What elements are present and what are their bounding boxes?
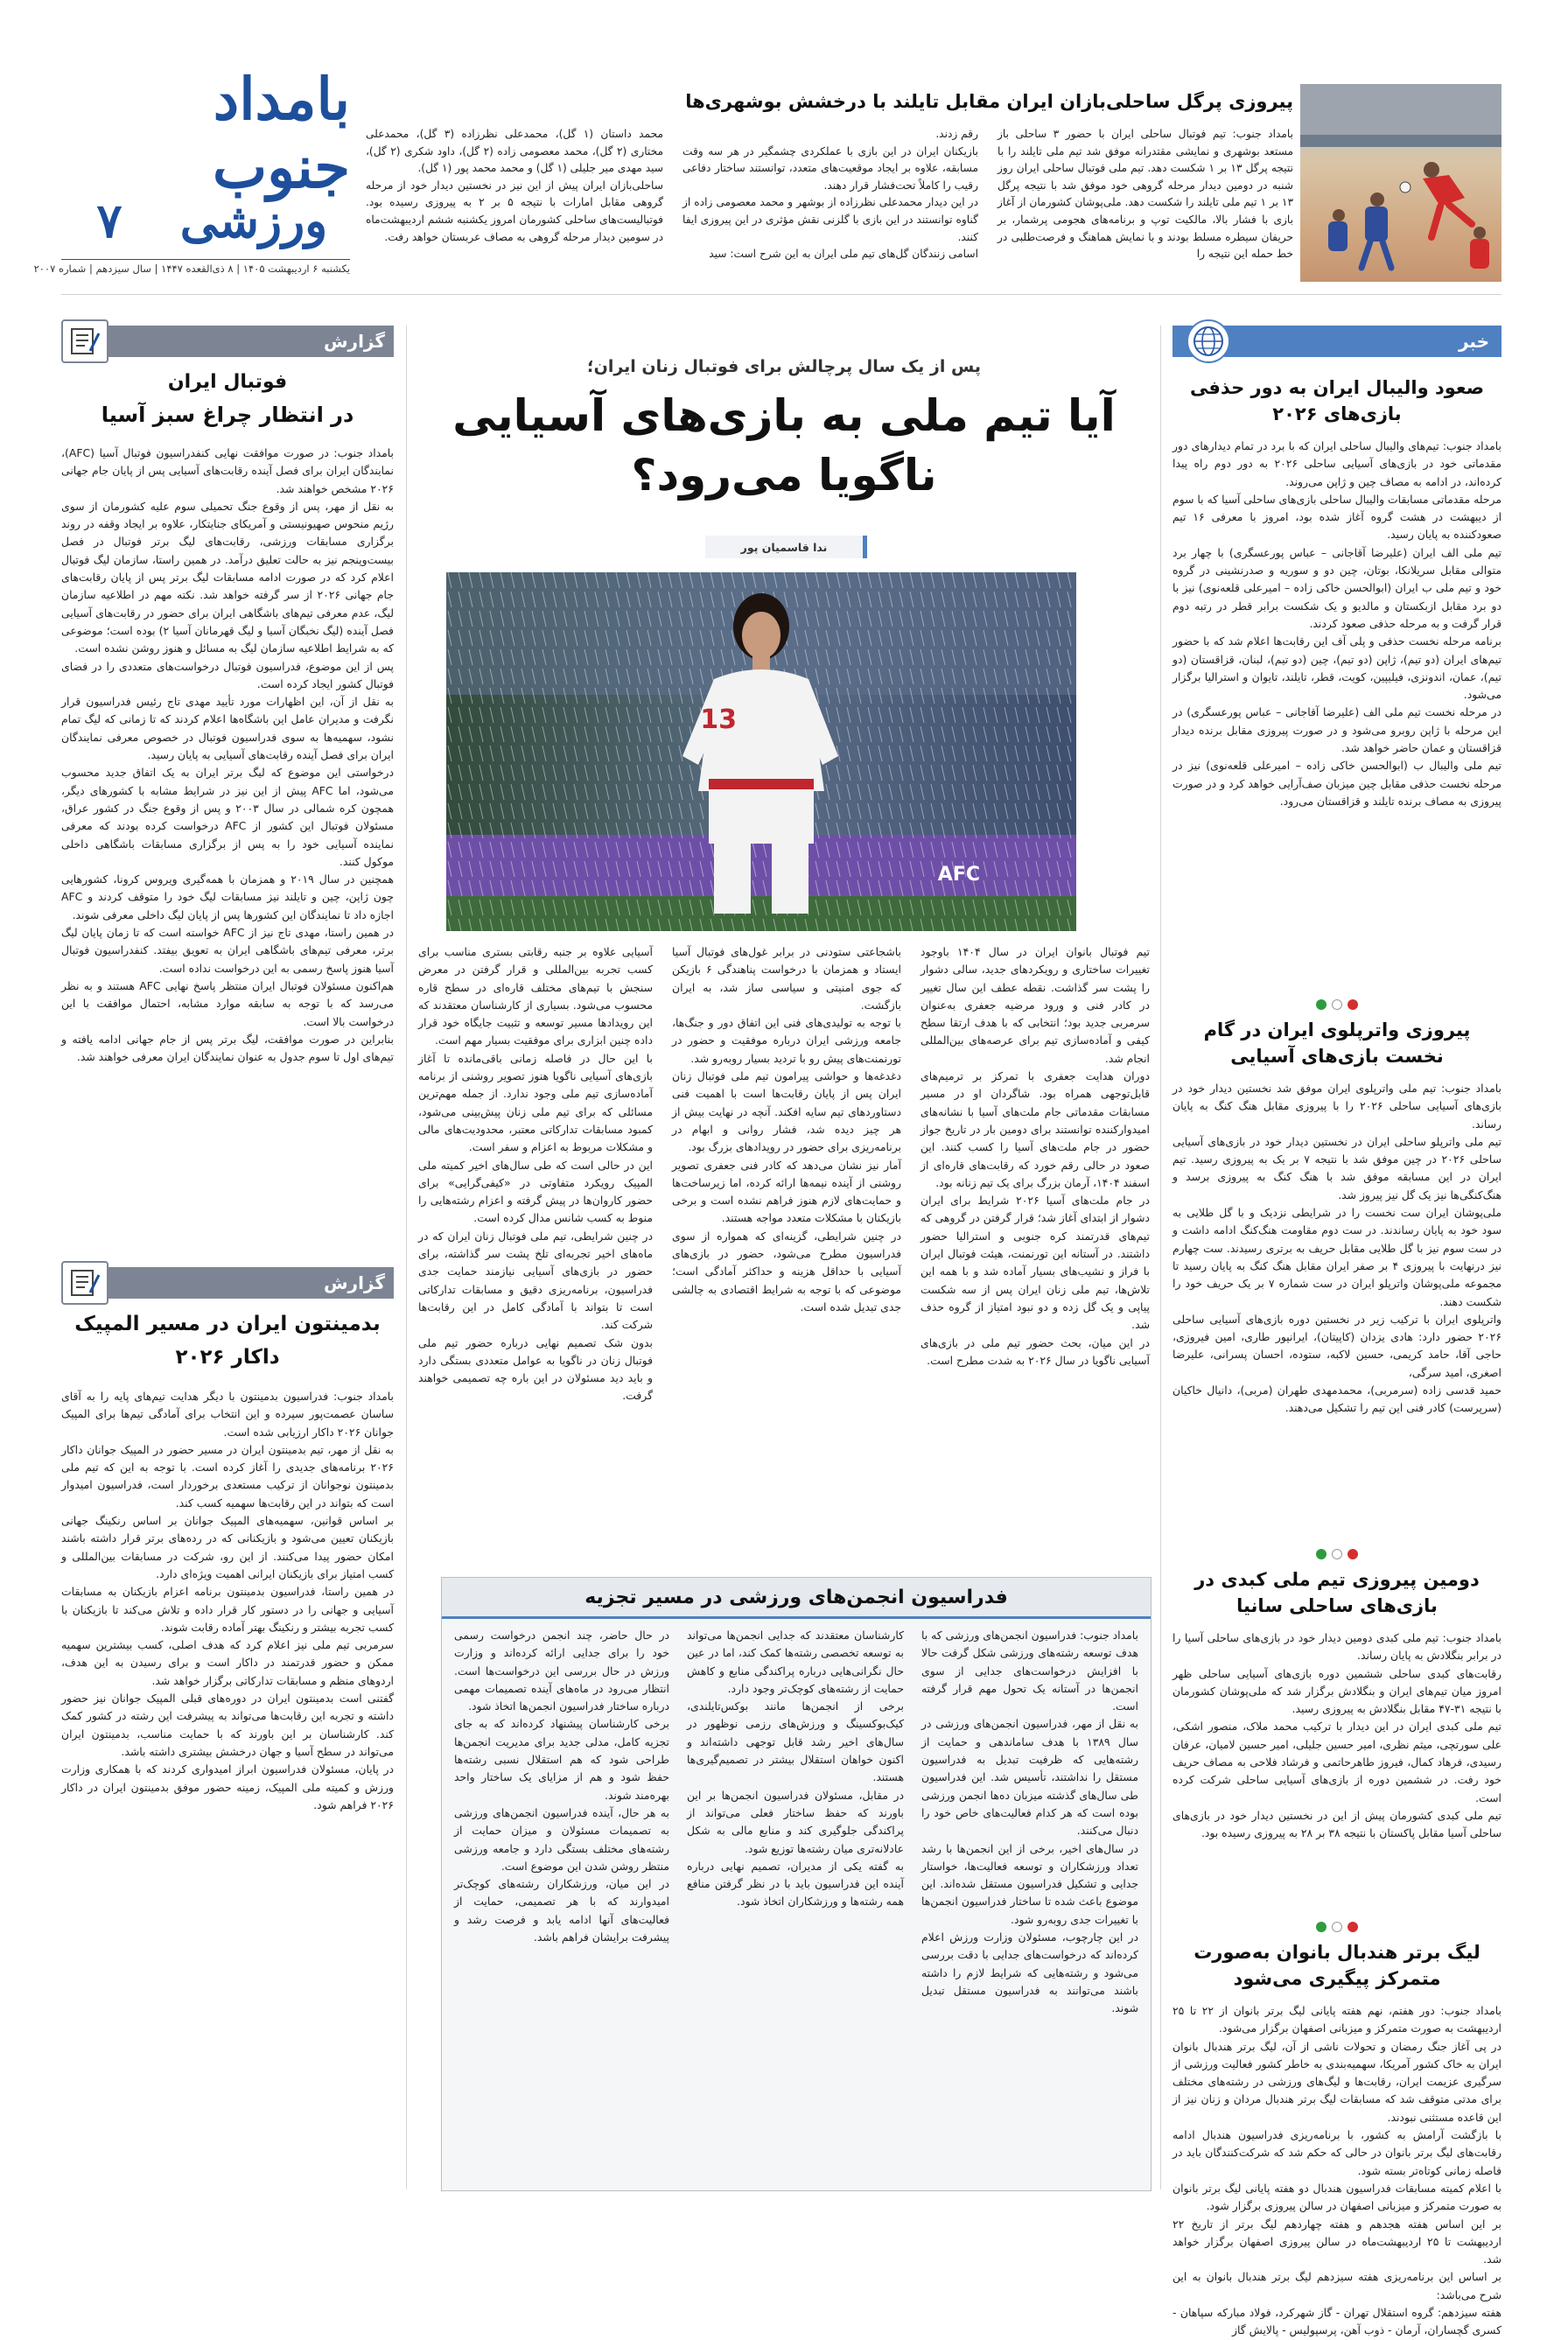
masthead-section-title: ورزشی [179,193,328,249]
jersey-number: 13 [700,704,737,735]
feature-photo [446,572,1076,931]
news-1-body: بامداد جنوب: تیم‌های والیبال ساحلی ایران که با برد در تمام دیدارهای دور مقدماتی خود در بازی‌های آسیایی ساحلی ۲۰۲۶ به دور دوم راه پیدا کرده‌اند، در ادامه به مصاف چین و ژاپن می‌روند. مرحله مقدماتی مسابقات والیبال ساحلی بازی‌های ساحلی آسیا که با سوم از دیبهشت در هشت گروه آغاز شده بود، امروز با معرفی ۱۶ تیم صعودکننده به پایان رسید. تیم ملی الف ایران (علیرضا آقاجانی – عباس پورعسگری) با چهار برد متوالی مقابل سریلانکا، بوتان، چین دو و سوریه و صدرنشینی در گروه خود و تیم ملی ب ایران (ابوالحسن خاکی زاده – امیرعلی قلعه‌نوی) نیز با دو برد مقابل ازبکستان و مالدیو و یک شکست برابر قطر در رتبه دوم قرار گرفت و به مرحله حذفی صعود کردند. برنامه مرحله نخست حذفی و پلی آف این رقابت‌ها اعلام شد که با حضور تیم‌های ایران (دو تیم)، ژاپن (دو تیم)، چین (دو تیم)، لبنان، قزاقستان (دو تیم)، عمان، اندونزی، فیلیپین، کویت، قطر، تایلند، تایوان و استرالیا برگزار می‌شود. در مرحله نخست تیم ملی الف (علیرضا آقاجانی – عباس پورعسگری) در این مرحله با ژاپن روبرو می‌شود و در صورت پیروزی مقابل برنده دیدار قزاقستان و عمان حاضر خواهد شد. تیم ملی والیبال ب (ابوالحسن خاکی زاده – امیرعلی قلعه‌نوی) نیز در مرحله نخست حذفی مقابل چین میزبان صف‌آرایی خواهد کرد و در صورت پیروزی به مصاف برنده تایلند و قزاقستان می‌رود. [1172,439,1502,808]
separator-dots-1 [1172,999,1502,1010]
top-story-headline: پیروزی پرگل ساحلی‌بازان ایران مقابل تایلند با درخشش بوشهری‌ها [685,91,1293,112]
top-story-col2: رقم زدند. بازیکنان ایران در این بازی با عملکردی چشمگیر در هر سه وقت مسابقه، علاوه بر ایجاد موقعیت‌های متعدد، توانستند ساختار دفاعی رقیب را کاملاً تحت‌فشار قرار دهند. در این دیدار محمدعلی نظرزاده از بوشهر و محمد معصومی زاده از گناوه توانستند در این بازی با گلزنی نقش مؤثری در این پیروزی ایفا کنند. اسامی زنندگان گل‌های تیم ملی ایران به این شرح است: سید [682,128,978,261]
top-story [366,84,1293,282]
report-icon [61,319,108,363]
ad-board-text: AFC [937,864,980,886]
feature-headline-line2: ناگویا می‌رود؟ [631,450,937,501]
news-4-body: بامداد جنوب: دور هفتم، نهم هفته پایانی لیگ برتر بانوان از ۲۲ تا ۲۵ اردیبهشت به صورت متمرکز و میزبانی اصفهان برگزار می‌شود. در پی آغاز جنگ رمضان و تحولات ناشی از آن، لیگ برتر هندبال بانوان ایران به خاک کشور آمریکا، سهمیه‌بندی به خاطر کشور فعالیت ورزشی از سرگیری عزیمت ایران، رقابت‌ها و لیگ‌های ورزشی در رشته‌های مختلف برای مدتی متوقف شد که مسابقات لیگ برتر هندبال مردان و زنان نیز از این قاعده مستثنی نبودند. با بازگشت آرامش به کشور، با برنامه‌ریزی فدراسیون هندبال ادامه رقابت‌های لیگ برتر بانوان در حالی که حکم شد که شرکت‌کنندگان باید در فاصله زمانی کوتاه‌تر بسته شود. با اعلام کمیته مسابقات فدراسیون هندبال دو هفته پایانی لیگ برتر بانوان به صورت متمرکز و میزبانی اصفهان در سالن پیروزی برگزار شود. بر این اساس هفته هجدهم و هفته چهاردهم لیگ برتر از تاریخ ۲۲ اردیبهشت تا ۲۵ اردیبهشت‌ماه در سالن پیروزی اصفهان برگزار خواهد شد. بر اساس این برنامه‌ریزی هفته سیزدهم لیگ برتر هندبال بانوان به این شرح می‌باشد: هفته سیزدهم: گروه استقلال تهران - گاز شهرکرد، فولاد مبارکه سپاهان - کسری گچساران، آرمان - ذوب آهن، پرسپولیس - پالایش گاز [1172,2004,1502,2337]
feature-col1: تیم فوتبال بانوان ایران در سال ۱۴۰۴ باوجود تغییرات ساختاری و رویکردهای جدید، سالی دشوار را پشت سر گذاشت. نقطه عطف این سال تغییر در کادر فنی و ورود مرضیه جعفری به‌عنوان سرمربی جدید بود؛ انتخابی که با هدف ارتقا سطح کیفی و آماده‌سازی تیم برای عرصه‌های بین‌المللی انجام شد. دوران هدایت جعفری با تمرکز بر ترمیم‌های قابل‌توجهی همراه بود. شاگردان او در مسیر مسابقات مقدماتی جام ملت‌های آسیا با نشانه‌های امیدوارکننده توانستند برای دومین بار در تاریخ جواز حضور در جام ملت‌های آسیا را کسب کنند. این صعود در حالی رقم خورد که رقابت‌های قاره‌ای از اسفند ۱۴۰۴، آرمان بزرگ برای یک تیم زنانه بود. در جام ملت‌های آسیا ۲۰۲۶ شرایط برای ایران دشوار از ابتدای آغاز شد؛ قرار گرفتن در گروهی که تیم‌های قدرتمند کره جنوبی و استرالیا حضور داشتند. در آستانه این تورنمنت، هیئت فوتبال ایران با فراز و نشیب‌های بسیار آماده شد و با همه این تلاش‌ها، تیم ملی زنان ایران پس از سه شکست پیاپی و یک گل زده و دو نبود امتیاز از گروه حذف شد. در این میان، بحث حضور تیم ملی در بازی‌های آسیایی ناگویا در سال ۲۰۲۶ به شدت مطرح است. [920,945,1150,1367]
box-col3: در حال حاضر، چند انجمن درخواست رسمی خود را برای جدایی ارائه کرده‌اند و وزارت ورزش در حال بررسی این درخواست‌ها است. انتظار می‌رود در ماه‌های آینده تصمیمات مهمی درباره ساختار فدراسیون انجمن‌ها اتخاذ شود. برخی کارشناسان پیشنهاد کرده‌اند که به جای تجزیه کامل، مدلی جدید برای مدیریت انجمن‌ها طراحی شود که هم استقلال نسبی رشته‌ها حفظ شود و هم از مزایای یک ساختار واحد بهره‌مند شوند. به هر حال، آینده فدراسیون انجمن‌های ورزشی به تصمیمات مسئولان و میزان حمایت از رشته‌های مختلف بستگی دارد و جامعه ورزشی منتظر روشن شدن این موضوع است. در این میان، ورزشکاران رشته‌های کوچک‌تر امیدوارند که با هر تصمیمی، حمایت از فعالیت‌های آنها ادامه یابد و فرصت رشد و پیشرفت برایشان فراهم باشد. [454,1629,669,1944]
masthead [33,65,350,282]
column-divider-left [406,326,407,2189]
top-story-col1: بامداد جنوب: تیم فوتبال ساحلی ایران با حضور ۳ ساحلی باز مستعد بوشهری و نمایشی مقتدرانه موفق شد تیم ملی تایلند را با نتیجه پرگل ۱۳ بر ۱ شکست دهد. تیم ملی فوتبال ساحلی ایران روز شنبه در دومین دیدار مرحله گروهی خود موفق شد با نتیجه پرگل ۱۳ بر ۱ تیم ملی تایلند را شکست دهد. ملی‌پوشان کشورمان از آغاز بازی با فشار بالا، مالکیت توپ و برنامه‌های هجومی پرشمار، بر حریفان سیطره مسلط بودند و با نمایش هماهنگ و فرصت‌طلبی در خط حمله این نتیجه را [998,128,1293,261]
news-4-headline: لیگ برتر هندبال بانوان به‌صورت متمرکز پیگیری می‌شود [1194,1942,1480,1989]
masthead-logo: بامداد جنوب [213,65,350,201]
news-3-body: بامداد جنوب: تیم ملی کبدی دومین دیدار خود در بازی‌های ساحلی آسیا را در برابر بنگلادش به پایان رساند. رقابت‌های کبدی ساحلی ششمین دوره بازی‌های آسیایی ساحلی ظهر امروز میان تیم‌های ایران و بنگلادش برگزار شد که ملی‌پوشان کشورمان با نتیجه ۳۱-۴۷ مقابل بنگلادش به پیروزی رسید. تیم ملی کبدی ایران در این دیدار با ترکیب محمد ملاک، منصور اشکی، علی سورتچی، میثم نظری، امیر حسین جلیلی، امیر حسین لامیان، عرفان رسیدی، فرهاد کمال، فیروز طاهرحاتمی و فرشاد فلاحی به مصاف حریف خود رفت. در ششمین دوره از بازی‌های آسیایی ساحلی شرکت کرده است. تیم ملی کبدی کشورمان پیش از این در نخستین دیدار خود در بازی‌های ساحلی آسیا مقابل پاکستان با نتیجه ۳۸ بر ۲۸ به پیروزی رسیده بود. [1172,1631,1502,1840]
separator-dots-2 [1172,1549,1502,1559]
masthead-divider [61,294,1502,295]
box-col1: بامداد جنوب: فدراسیون انجمن‌های ورزشی که با هدف توسعه رشته‌های ورزشی شکل گرفت حالا با افزایش درخواست‌های جدایی از سوی انجمن‌ها در آستانه یک تحول مهم قرار گرفته است. به نقل از مهر، فدراسیون انجمن‌های ورزشی در سال ۱۳۸۹ با هدف ساماندهی و حمایت از رشته‌هایی که ظرفیت تبدیل به فدراسیون مستقل را نداشتند، تأسیس شد. این فدراسیون طی سال‌های گذشته میزبان ده‌ها انجمن ورزشی بوده است که هر کدام فعالیت‌های خاص خود را دنبال می‌کنند. در سال‌های اخیر، برخی از این انجمن‌ها با رشد تعداد ورزشکاران و توسعه فعالیت‌ها، خواستار جدایی و تشکیل فدراسیون مستقل شده‌اند. این موضوع باعث شده تا ساختار فدراسیون انجمن‌ها با تغییرات جدی روبه‌رو شود. در این چارچوب، مسئولان وزارت ورزش اعلام کرده‌اند که درخواست‌های جدایی با دقت بررسی می‌شود و رشته‌هایی که شرایط لازم را داشته باشند می‌توانند به فدراسیون مستقل تبدیل شوند. [921,1629,1138,2015]
box-article-header [442,1578,1151,1619]
feature-kicker: پس از یک سال پرچالش برای فوتبال زنان ایران؛ [587,357,981,376]
news-2-headline: پیروزی واترپلوی ایران در گام نخست بازی‌های آسیایی [1203,1019,1471,1067]
feature-byline [705,536,867,558]
dateline: یکشنبه ۶ اردیبهشت ۱۴۰۵ | ۸ ذی‌القعده ۱۴۴۷ | سال سیزدهم | شماره ۲۰۰۷ [61,259,350,282]
report-1-headline-line1: فوتبال ایران [167,371,288,393]
report-section-strip-2 [61,1267,394,1299]
report-2-headline-line1: بدمینتون ایران در مسیر المپیک [74,1313,381,1335]
news-3-headline: دومین پیروزی تیم ملی کبدی در بازی‌های ساحلی سانیا [1194,1569,1480,1616]
report-icon-2 [61,1261,108,1305]
feature-article [418,326,1150,1568]
report-section-strip-1 [61,326,394,357]
news-section-strip [1172,326,1502,357]
box-article-headline: فدراسیون انجمن‌های ورزشی در مسیر تجزیه [584,1586,1008,1608]
separator-dots-3 [1172,1922,1502,1932]
feature-byline-text: ندا قاسمیان پور [740,540,828,554]
box-col2: کارشناسان معتقدند که جدایی انجمن‌ها می‌تواند به توسعه تخصصی رشته‌ها کمک کند، اما در عین حال نگرانی‌هایی درباره پراکندگی منابع و کاهش حمایت از رشته‌های کوچک‌تر وجود دارد. برخی از انجمن‌ها مانند بوکس‌تایلندی، کیک‌بوکسینگ و ورزش‌های رزمی نوظهور در سال‌های اخیر رشد قابل توجهی داشته‌اند و اکنون خواهان استقلال بیشتر در تصمیم‌گیری‌ها هستند. در مقابل، مسئولان فدراسیون انجمن‌ها بر این باورند که حفظ ساختار فعلی می‌تواند از پراکندگی جلوگیری کند و منابع مالی به شکل عادلانه‌تری میان رشته‌ها توزیع شود. به گفته یکی از مدیران، تصمیم نهایی درباره آینده این فدراسیون باید با در نظر گرفتن منافع همه رشته‌ها و ورزشکاران اتخاذ شود. [687,1629,904,1909]
top-story-col3: محمد داستان (۱ گل)، محمدعلی نظرزاده (۳ گل)، محمدعلی مختاری (۲ گل)، محمد معصومی زاده (۲ گل)، داود شکری (۲ گل)، سید مهدی میر جلیلی (۱ گل) و محمد محمد پور (۱ گل). ساحلی‌بازان ایران پیش از این نیز در نخستین دیدار خود از مرحله گروهی مقابل امارات با نتیجه ۵ بر ۲ به پیروزی رسیده بود. فوتبالیست‌های ساحلی کشورمان امروز یکشنبه ششم اردیبهشت‌ماه در سومین دیدار مرحله گروهی به مصاف عربستان خواهد رفت. [366,128,663,243]
box-article [441,1577,1152,2191]
report-2-headline-line2: داکار ۲۰۲۶ [175,1346,280,1369]
news-column [1172,326,1502,2337]
globe-icon [1186,319,1230,363]
news-2-body: بامداد جنوب: تیم ملی واترپلوی ایران موفق شد نخستین دیدار خود در بازی‌های آسیایی ساحلی ۲۰۲۶ را با پیروزی مقابل هنگ کنگ به پایان رساند. تیم ملی واترپلو ساحلی ایران در نخستین دیدار خود در بازی‌های آسیایی ساحلی ۲۰۲۶ در چین موفق شد با نتیجه ۷ بر یک به پیروزی رسید. تیم ایران در این مسابقه موفق شد با هنگ کنگ به پیروزی برسد و هنگ‌کنگی‌ها نیز یک گل نیز پیروز شد. ملی‌پوشان ایران ست نخست را در شرایطی نزدیک و با گل طلایی به سود خود به پایان رساندند. در ست دوم مقاومت هنگ‌کنگ ادامه داشت و در ست سوم نیز با گل طلایی مقابل حریف به برتری رسیدند. ست چهارم نیز درنهایت با پیروزی ۴ بر صفر ایران مقابل هنگ کنگ به پایان رسید تا مجموعه ملی‌پوشان واترپلو ایران در ست شماره ۷ بر یک حریف خود را شکست دهند. واترپلوی ایران با ترکیب زیر در نخستین دوره بازی‌های آسیایی ساحلی ۲۰۲۶ حضور دارد: هادی یزدان (کاپیتان)، ایرانپور طاری، امین فیروزی، حاجی آقا، حامد کریمی، حسین لاکبه، ستوده، احسان پسرانی، علیرضا اصغری، امید سرگی، حمید قدسی زاده (سرمربی)، محمدمهدی طهران (مربی)، دانیال خاکیان (سرپرست) کادر فنی این تیم را تشکیل می‌دهند. [1172,1082,1502,1415]
feature-headline-line1: آیا تیم ملی به بازی‌های آسیایی [452,390,1116,441]
news-1-headline: صعود والیبال ایران به دور حذفی بازی‌های ۲۰۲۶ [1189,377,1485,424]
feature-col3: آسیایی علاوه بر جنبه رقابتی بستری مناسب برای کسب تجربه بین‌المللی و قرار گرفتن در معرض سنجش با تیم‌های مختلف قاره‌ای در سطح قاره محسوب می‌شود. بسیاری از کارشناسان معتقدند که این رویدادها مسیر توسعه و تثبیت جایگاه خود قرار داده چنین ابزاری برای موفقیت بسیار مهم است. با این حال در فاصله زمانی باقی‌مانده تا آغاز بازی‌های آسیایی ناگویا هنوز تصویر روشنی از برنامه آماده‌سازی تیم ملی وجود ندارد. از جمله مهم‌ترین مسائلی که برای تیم ملی زنان پیش‌بینی می‌شود، کمبود مسابقات تدارکاتی معتبر، محدودیت‌های مالی و مشکلات مربوط به اعزام و سفر است. این در حالی است که طی سال‌های اخیر کمیته ملی المپیک رویکرد متفاوتی در «کیفی‌گرایی» برای حضور کاروان‌ها در پیش گرفته و اعزام رشته‌هایی را منوط به کسب شانس مدال کرده است. در چنین شرایطی، تیم ملی فوتبال زنان ایران که در ماه‌های اخیر تجربه‌ای تلخ پشت سر گذاشته، برای حضور در بازی‌های آسیایی نیازمند حمایت جدی فدراسیون، برنامه‌ریزی دقیق و مسابقات تدارکاتی است تا بتواند با آمادگی کامل در این رقابت‌ها شرکت کند. بدون شک تصمیم نهایی درباره حضور تیم ملی فوتبال زنان در ناگویا به عوامل متعددی بستگی دارد و باید دید مسئولان در این باره چه تصمیمی خواهند گرفت. [418,945,653,1403]
report-column [61,326,394,2189]
news-section-label: خبر [1458,331,1489,352]
report-section-label-2: گزارش [323,1272,385,1293]
report-section-label-1: گزارش [323,331,385,352]
report-1-body: بامداد جنوب: در صورت موافقت نهایی کنفدراسیون فوتبال آسیا (AFC)، نمایندگان ایران برای فصل آینده رقابت‌های آسیایی پس از پایان جام جهانی ۲۰۲۶ مشخص خواهند شد. به نقل از مهر، پس از وقوع جنگ تحمیلی سوم علیه کشورمان از سوی رژیم منحوس صهیونیستی و آمریکای جنایتکار، علاوه بر ایجاد وقفه در روند برگزاری مسابقات ورزشی، رقابت‌های لیگ برتر فوتبال در فصل بیست‌وپنجم نیز به حالت تعلیق درآمد. در همین راستا، سازمان لیگ فوتبال اعلام کرد که در صورت ادامه مسابقات لیگ برتر پس از پایان رقابت‌های جام جهانی ۲۰۲۶ از سر گرفته خواهد شد. نکته مهم در اطلاعیه سازمان لیگ، عدم معرفی تیم‌های باشگاهی ایران برای حضور در رقابت‌های آسیایی فصل آینده (لیگ نخبگان آسیا و لیگ قهرمانان آسیا ۲) بوده است؛ موضوعی که به شرایط اطلاعیه سازمان لیگ به مسائل و هنوز روشن نشده است. پس از این موضوع، فدراسیون فوتبال درخواست‌های متعددی را در فضای فوتبال کشور ایجاد کرده است. به نقل از آن، این اظهارات مورد تأیید مهدی تاج رئیس فدراسیون قرار نگرفت و مدیران عامل این باشگاه‌ها اعلام کردند که تا زمانی که لیگ تمام نشود، سهمیه‌ها به سوی فدراسیون فوتبال در خصوص معرفی نمایندگان ایران برای فصل آینده رقابت‌های آسیایی به پایان رسید. درخواستی این موضوع که لیگ برتر ایران به یک اتفاق جدید محسوب می‌شود، اما AFC پیش از این نیز در شرایط مشابه با کشورهای دیگر، همچون کره شمالی در سال ۲۰۰۳ و پس از وقوع جنگ در کشور عراق، مسئولان فوتبال این کشور از AFC درخواست کرده بودند که معرفی نماینده آسیایی خود را به پس از برگزاری مسابقات باشگاهی داخلی موکول کنند. همچنین در سال ۲۰۱۹ و همزمان با همه‌گیری ویروس کرونا، کشورهایی چون ژاپن، چین و تایلند نیز مسابقات لیگ خود را متوقف کردند و AFC اجازه داد تا نمایندگان این کشورها پس از پایان لیگ داخلی معرفی شوند. در همین راستا، مهدی تاج نیز از AFC خواسته است که تا زمان پایان لیگ برتر، معرفی تیم‌های باشگاهی ایران به تعویق بیفتد. کنفدراسیون فوتبال آسیا هنوز پاسخ رسمی به این درخواست نداده است. هم‌اکنون مسئولان فوتبال ایران منتظر پاسخ نهایی AFC هستند و به نظر می‌رسد که با توجه به سابقه موارد مشابه، احتمال موافقت با این درخواست بالا است. بنابراین در صورت موافقت، لیگ برتر پس از جام جهانی ادامه یافته و تیم‌های اول تا سوم جدول به عنوان نمایندگان ایران معرفی خواهند شد. [61,446,395,1064]
column-divider-right [1160,326,1161,2189]
top-story-photo [1300,84,1502,282]
page-number: ۷ [96,193,122,249]
feature-col2: باشجاعتی ستودنی در برابر غول‌های فوتبال آسیا ایستاد و همزمان با درخواست پناهندگی ۶ بازیکن که جوی امنیتی و سیاسی ساز شد، به ایران بازگشت. با توجه به تولیدی‌های فنی این اتفاق دور و جنگ‌ها، جامعه ورزشی ایران درباره موفقیت و حضور در تورنمنت‌های پیش رو با تردید بسیار روبه‌رو شد. دغدغه‌ها و حواشی پیرامون تیم ملی فوتبال زنان ایران پس از پایان رقابت‌ها است با اهمیت فنی دستاوردهای تیم سایه افکند. آنچه در نهایت بیش از هر چیز دیده شد، فشار روانی و ابهام در برنامه‌ریزی برای حضور در رویدادهای بزرگ بود. آمار نیز نشان می‌دهد که کادر فنی جعفری تصویر روشنی از آینده نیمه‌ها ارائه کرده، اما زیرساخت‌ها و حمایت‌های لازم هنوز فراهم نشده است و برخی بازیکنان با مشکلات متعدد مواجه هستند. در چنین شرایطی، گزینه‌ای که همواره از سوی فدراسیون مطرح می‌شود، حضور در بازی‌های آسیایی با حداقل هزینه و حداکثر آمادگی است؛ موضوعی که با توجه به شرایط اقتصادی به چالشی جدی تبدیل شده است. [672,945,901,1314]
report-2-body: بامداد جنوب: فدراسیون بدمینتون با دیگر هدایت تیم‌های پایه را به آقای ساسان عصمت‌پور سپرده و این انتخاب برای آمادگی تیم‌ها برای المپیک جوانان ۲۰۲۶ داکار ارزیابی شده است. به نقل از مهر، تیم بدمینتون ایران در مسیر حضور در المپیک جوانان داکار ۲۰۲۶ برنامه‌های جدیدی را آغاز کرده است. با توجه به این که تیم ملی بدمینتون نوجوانان از ترکیب مستعدی برخوردار است، فدراسیون امیدوار است که بتواند در این رقابت‌ها سهمیه کسب کند. بر اساس قوانین، سهمیه‌های المپیک جوانان بر اساس رنکینگ جهانی بازیکنان تعیین می‌شود و بازیکنانی که در رده‌های برتر قرار داشته باشند امکان حضور پیدا می‌کنند. از این رو، شرکت در مسابقات بین‌المللی و کسب امتیاز برای بازیکنان ایرانی اهمیت ویژه‌ای دارد. در همین راستا، فدراسیون بدمینتون برنامه اعزام بازیکنان به مسابقات آسیایی و جهانی را در دستور کار قرار داده و تلاش می‌کند تا بازیکنان با کسب تجربه بیشتر و رنکینگ بهتر آماده رقابت شوند. سرمربی تیم ملی نیز اعلام کرد که هدف اصلی، کسب بیشترین سهمیه ممکن و حضور قدرتمند در داکار است و برای رسیدن به این هدف، اردوهای منظم و مسابقات تدارکاتی برگزار خواهد شد. گفتنی است بدمینتون ایران در دوره‌های قبلی المپیک جوانان نیز حضور داشته و تجربه این رقابت‌ها می‌تواند به پیشرفت این رشته در کشور کمک کند. کارشناسان بر این باورند که با حمایت مناسب، بدمینتون ایران می‌تواند در سطح آسیا و جهان درخشش بیشتری داشته باشد. در پایان، مسئولان فدراسیون ابراز امیدواری کردند که با همکاری وزارت ورزش و کمیته ملی المپیک، زمینه حضور موفق بدمینتون ایران در داکار ۲۰۲۶ فراهم شود. [61,1390,394,1811]
report-1-headline-line2: در انتظار چراغ سبز آسیا [101,403,354,427]
